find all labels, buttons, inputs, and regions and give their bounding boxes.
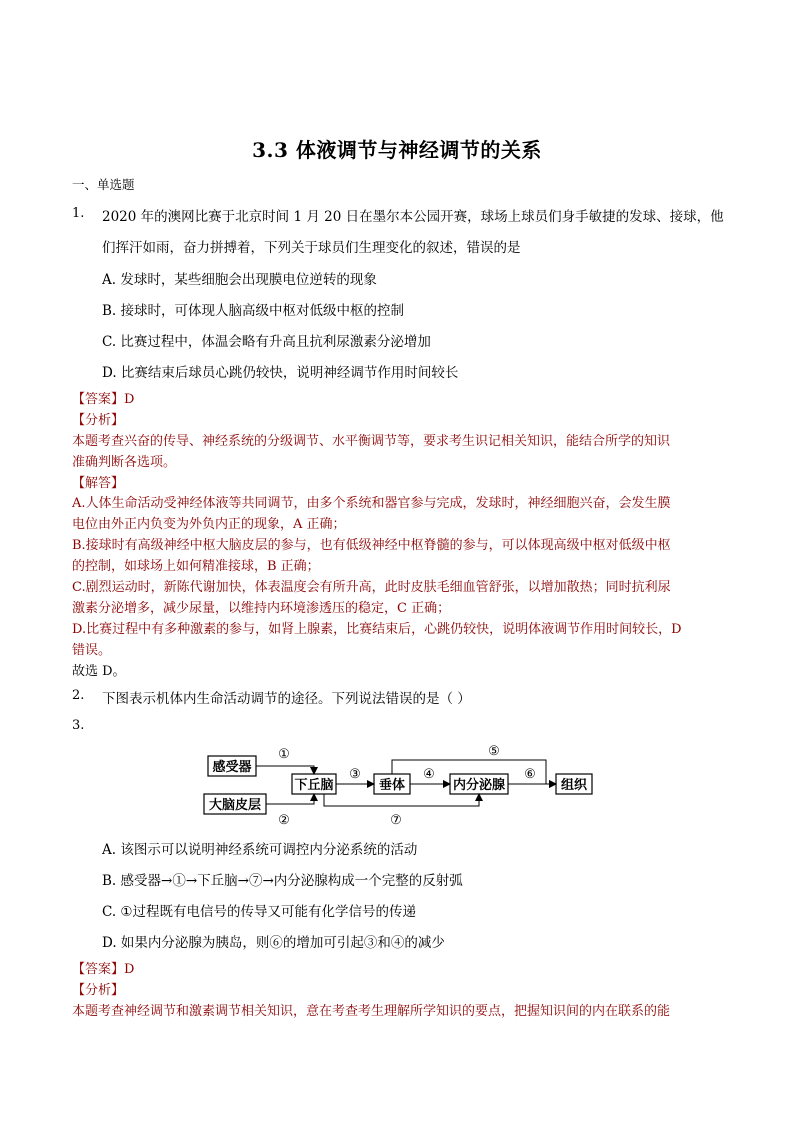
- question-1-option-b: B. 接球时，可体现人脑高级中枢对低级中枢的控制: [102, 303, 405, 319]
- box-tissue-label: 组织: [560, 778, 588, 793]
- arrow-3-label: ③: [349, 767, 361, 782]
- question-2-option-a: A. 该图示可以说明神经系统可调控内分泌系统的活动: [102, 842, 418, 858]
- regulation-pathway-diagram: [200, 738, 600, 833]
- box-hypothalamus-label: 下丘脑: [294, 778, 334, 793]
- arrow-1: [256, 766, 314, 774]
- question-2-number: 2.: [72, 688, 85, 703]
- box-pituitary-label: 垂体: [378, 778, 406, 793]
- box-cerebral-cortex-label: 大脑皮层: [208, 798, 262, 813]
- question-1-option-c: C. 比赛过程中，体温会略有升高且抗利尿激素分泌增加: [102, 334, 431, 350]
- question-1-solution-line: 错误。: [72, 643, 112, 658]
- question-2-analysis-heading: 【分析】: [72, 983, 125, 998]
- box-receptor-label: 感受器: [212, 760, 252, 775]
- question-2-analysis-line: 本题考查神经调节和激素调节相关知识，意在考查考生理解所学知识的要点，把握知识间的内在联系的能: [72, 1004, 671, 1019]
- box-endocrine-gland-label: 内分泌腺: [452, 778, 506, 793]
- question-2-option-b: B. 感受器→①→下丘脑→⑦→内分泌腺构成一个完整的反射弧: [102, 873, 463, 889]
- arrow-6-label: ⑥: [524, 767, 536, 782]
- question-1-analysis-line: 准确判断各选项。: [72, 455, 177, 470]
- question-1-solution-line: 故选 D。: [72, 664, 126, 679]
- question-1-solution-line: 激素分泌增多，减少尿量，以维持内环境渗透压的稳定，C 正确；: [72, 601, 451, 616]
- question-2-option-c: C. ①过程既有电信号的传导又可能有化学信号的传递: [102, 904, 417, 920]
- question-2-option-d: D. 如果内分泌腺为胰岛，则⑥的增加可引起③和④的减少: [102, 935, 445, 951]
- arrow-2-label: ②: [278, 813, 290, 828]
- question-1-solution-line: 的控制，如球场上如何精准接球，B 正确；: [72, 559, 320, 574]
- arrow-1-label: ①: [278, 747, 290, 762]
- question-1-solution-line: 电位由外正内负变为外负内正的现象，A 正确；: [72, 517, 346, 532]
- question-1-number: 1.: [72, 206, 85, 221]
- arrow-4-label: ④: [423, 767, 435, 782]
- question-1-answer: 【答案】D: [72, 392, 135, 407]
- question-1-solution-line: D.比赛过程中有多种激素的参与，如肾上腺素，比赛结束后，心跳仍较快，说明体液调节作用时间较长，D: [72, 622, 682, 637]
- section-heading: 一、单选题: [72, 177, 135, 192]
- question-1-analysis-line: 本题考查兴奋的传导、神经系统的分级调节、水平衡调节等，要求考生识记相关知识，能结合所学的知识: [72, 434, 671, 449]
- question-2-stem: 下图表示机体内生命活动调节的途径。下列说法错误的是（ ）: [102, 691, 471, 707]
- question-1-solution-line: B.接球时有高级神经中枢大脑皮层的参与，也有低级神经中枢脊髓的参与，可以体现高级中枢对低级中枢: [72, 538, 671, 553]
- arrow-2: [266, 794, 314, 804]
- question-1-solution-heading: 【解答】: [72, 476, 125, 491]
- question-1-option-a: A. 发球时，某些细胞会出现膜电位逆转的现象: [102, 272, 377, 288]
- arrow-7: [324, 794, 479, 806]
- question-1-solution-line: A.人体生命活动受神经体液等共同调节，由多个系统和器官参与完成，发球时，神经细胞兴奋，会发生膜: [72, 496, 671, 511]
- arrow-7-label: ⑦: [390, 813, 402, 828]
- arrow-5-label: ⑤: [488, 744, 500, 759]
- question-3-number: 3.: [72, 718, 85, 733]
- question-1-option-d: D. 比赛结束后球员心跳仍较快，说明神经调节作用时间较长: [102, 365, 459, 381]
- question-1-analysis-heading: 【分析】: [72, 413, 125, 428]
- question-1-stem-line-2: 们挥汗如雨，奋力拼搏着，下列关于球员们生理变化的叙述，错误的是: [102, 240, 521, 256]
- question-1-solution-line: C.剧烈运动时，新陈代谢加快，体表温度会有所升高，此时皮肤毛细血管舒张，以增加散热；同时抗利尿: [72, 580, 671, 595]
- page-title: 3.3 体液调节与神经调节的关系: [252, 138, 542, 162]
- question-1-stem-line-1: 2020 年的澳网比赛于北京时间 1 月 20 日在墨尔本公园开赛，球场上球员们身手敏捷的发球、接球，他: [102, 209, 724, 225]
- question-2-answer: 【答案】D: [72, 962, 135, 977]
